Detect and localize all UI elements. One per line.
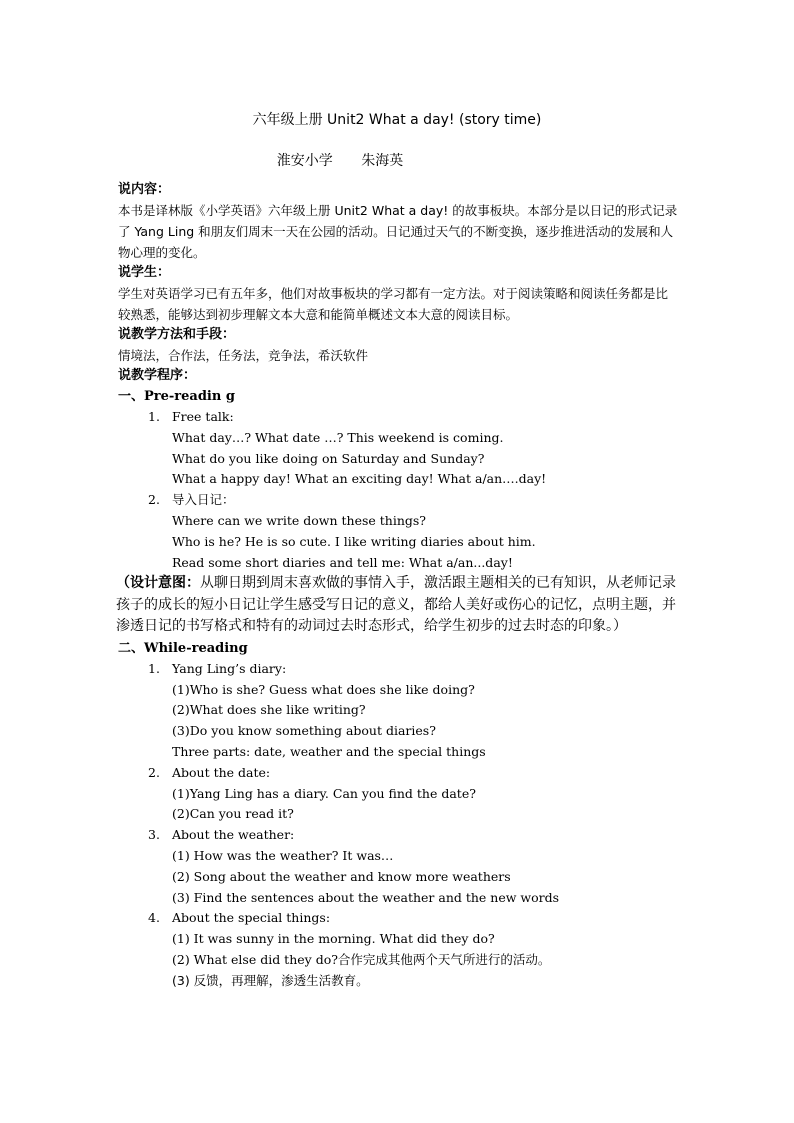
item-line: What day…? What date …? This weekend is coming. bbox=[172, 429, 504, 445]
item-line: (1)Who is she? Guess what does she like doing? bbox=[172, 681, 475, 697]
item-number: 2. bbox=[148, 492, 160, 508]
methods-heading: 说教学方法和手段： bbox=[118, 327, 236, 342]
item-line: Where can we write down these things? bbox=[172, 512, 427, 528]
content-paragraph: 本书是译林版《小学英语》六年级上册 Unit2 What a day! 的故事板块。本部分是以日记的形式记录了 Yang Ling 和朋友们周末一天在公园的活动。日记通过天气的不断变换，逐步推进活动的发展和人物心理的变化。 bbox=[118, 203, 678, 260]
item-title: About the weather: bbox=[172, 827, 295, 843]
while-reading-heading: 二、While-reading bbox=[118, 640, 248, 656]
pre-reading-item bbox=[118, 490, 678, 573]
pre-reading-heading: 一、Pre-readin g bbox=[118, 389, 235, 404]
item-line: What do you like doing on Saturday and Sunday? bbox=[172, 450, 485, 466]
while-reading-item bbox=[118, 908, 678, 991]
item-line: Who is he? He is so cute. I like writing diaries about him. bbox=[172, 533, 536, 549]
item-line: (2) Song about the weather and know more weathers bbox=[172, 868, 511, 884]
students-paragraph: 学生对英语学习已有五年多，他们对故事板块的学习都有一定方法。对于阅读策略和阅读任务都是比较熟悉，能够达到初步理解文本大意和能简单概述文本大意的阅读目标。 bbox=[118, 286, 669, 322]
school-name: 淮安小学 bbox=[276, 153, 333, 169]
design-intent bbox=[116, 573, 678, 638]
item-title: About the special things: bbox=[172, 910, 331, 926]
content-heading: 说内容： bbox=[118, 182, 171, 197]
item-line: (1) It was sunny in the morning. What did they do? bbox=[172, 931, 495, 947]
item-title: 导入日记： bbox=[172, 492, 235, 508]
while-reading-item bbox=[118, 659, 678, 763]
item-line: Three parts: date, weather and the special things bbox=[172, 744, 486, 760]
item-number: 4. bbox=[148, 910, 160, 926]
design-intent-label: （设计意图： bbox=[116, 575, 200, 592]
document-title: 六年级上册 Unit2 What a day! (story time) bbox=[252, 112, 542, 128]
author-line bbox=[0, 150, 680, 170]
design-intent-text: 从聊日期到周末喜欢做的事情入手，激活跟主题相关的已有知识，从老师记录孩子的成长的短小日记让学生感受写日记的意义，都给人美好或伤心的记忆，点明主题，并渗透日记的书写格式和特有的动词过去时态形式，给学生初步的过去时态的印象。） bbox=[116, 575, 676, 635]
item-line: (1)Yang Ling has a diary. Can you find the date? bbox=[172, 785, 476, 801]
while-reading-item bbox=[118, 825, 678, 908]
item-title: Free talk: bbox=[172, 409, 234, 424]
item-line: (2)Can you read it? bbox=[172, 806, 294, 822]
item-number: 1. bbox=[148, 409, 160, 424]
pre-reading-item bbox=[118, 407, 678, 490]
methods-paragraph: 情境法，合作法，任务法，竞争法，希沃软件 bbox=[118, 348, 369, 363]
item-line: What a happy day! What an exciting day! What a/an….day! bbox=[172, 471, 547, 487]
item-line: (3) Find the sentences about the weather and the new words bbox=[172, 889, 560, 905]
item-number: 2. bbox=[148, 764, 160, 780]
item-line: Read some short diaries and tell me: What a/an...day! bbox=[172, 554, 513, 570]
item-line: (3) 反馈，再理解，渗透生活教育。 bbox=[172, 972, 369, 988]
item-line: (1) How was the weather? It was… bbox=[172, 848, 394, 864]
item-line: (2)What does she like writing? bbox=[172, 702, 366, 718]
item-line: (2) What else did they do?合作完成其他两个天气所进行的活动。 bbox=[172, 952, 551, 968]
item-number: 1. bbox=[148, 660, 160, 676]
students-heading: 说学生： bbox=[118, 265, 171, 280]
item-line: (3)Do you know something about diaries? bbox=[172, 723, 436, 739]
teacher-name: 朱海英 bbox=[361, 153, 404, 169]
item-title: About the date: bbox=[172, 764, 271, 780]
item-number: 3. bbox=[148, 827, 160, 843]
procedure-heading: 说教学程序： bbox=[118, 368, 197, 383]
while-reading-item bbox=[118, 763, 678, 825]
item-title: Yang Ling’s diary: bbox=[172, 660, 287, 676]
document-body bbox=[118, 180, 678, 992]
